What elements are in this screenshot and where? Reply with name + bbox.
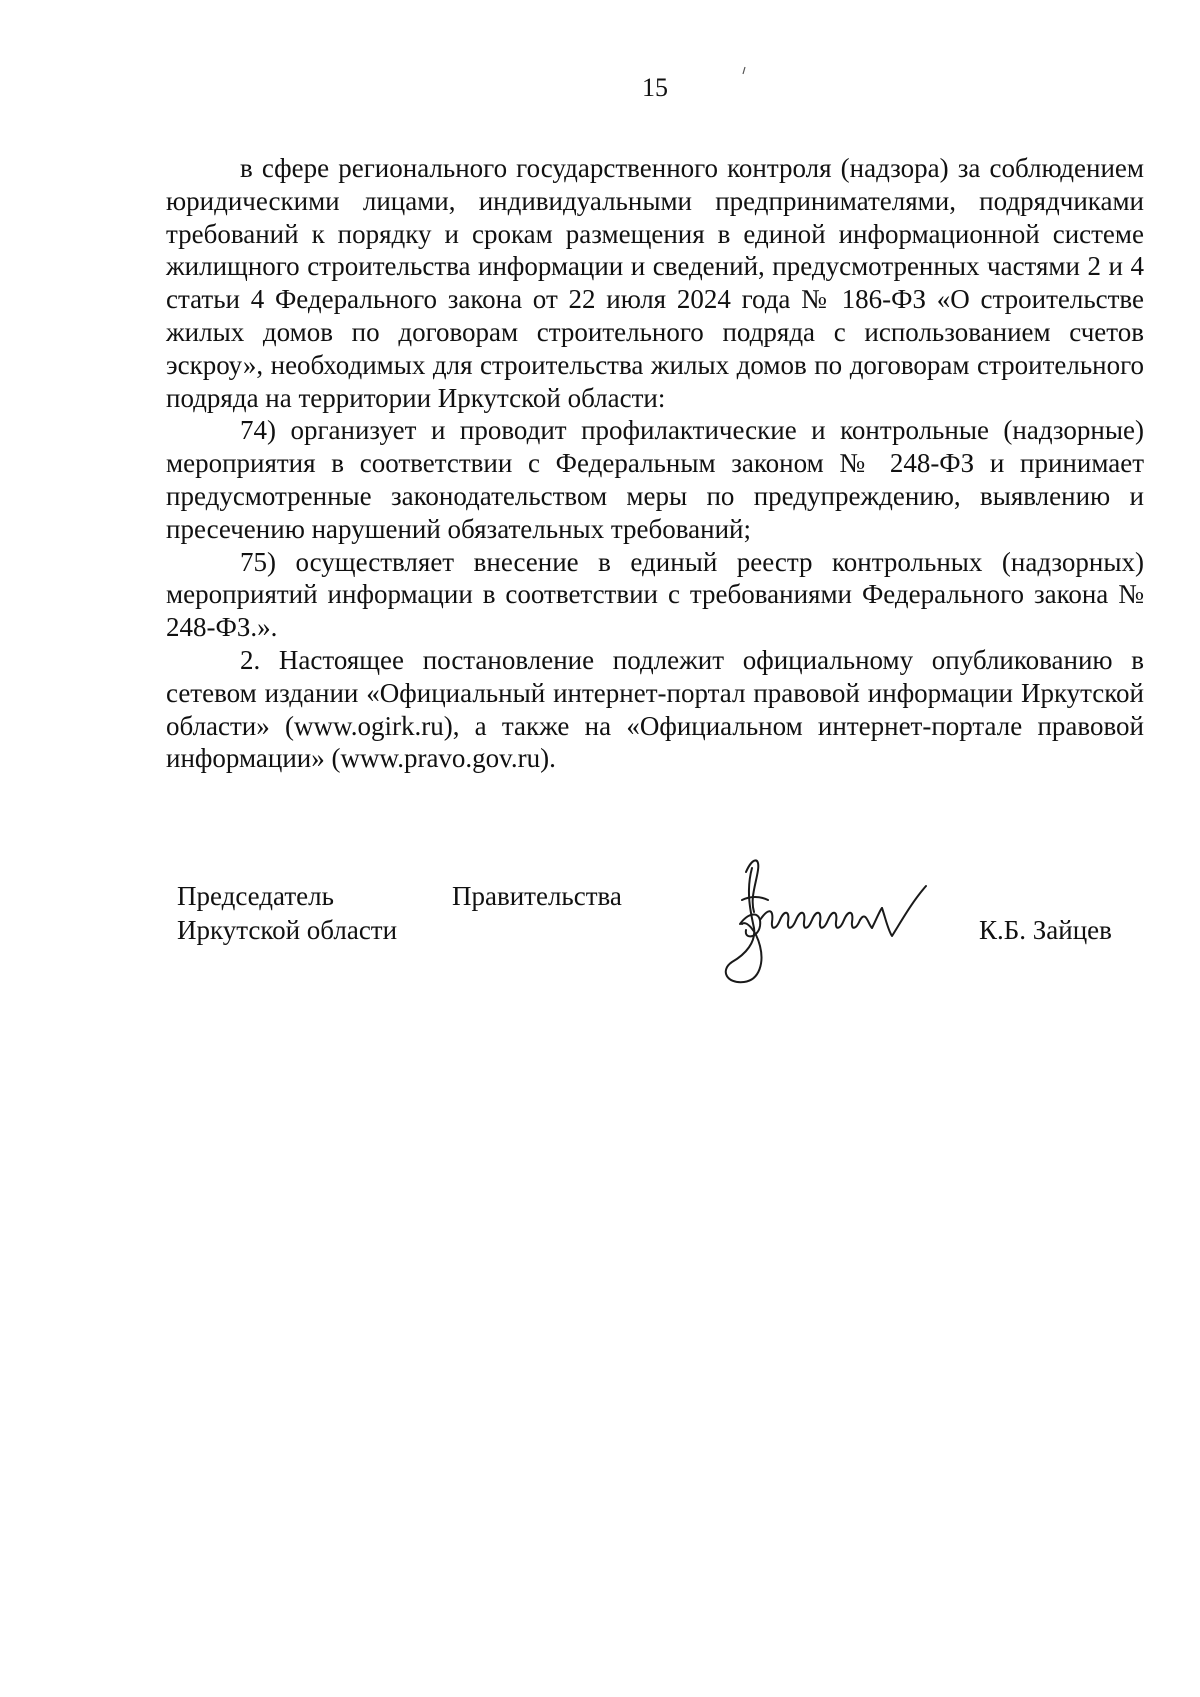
- paragraph-item-74: 74) организует и проводит профилактические и контрольные (надзорные) мероприятия в соответствии с Федеральным законом № 248-ФЗ и принимает предусмотренные законодательством меры по предупреждению, выявлению и пресечению нарушений обязательных требований;: [166, 415, 1144, 544]
- signatory-title-line1: Председатель: [177, 881, 334, 911]
- page-number: 15: [642, 73, 668, 102]
- signatory-title-line2: Иркутской области: [177, 915, 398, 945]
- document-body: [166, 152, 1144, 775]
- paragraph-control-scope: в сфере регионального государственного контроля (надзора) за соблюдением юридическими лицами, индивидуальными предпринимателями, подрядчиками требований к порядку и срокам размещения в единой информационной системе жилищного строительства информации и сведений, предусмотренных частями 2 и 4 статьи 4 Федерального закона от 22 июля 2024 года № 186-ФЗ «О строительстве жилых домов по договорам строительного подряда с использованием счетов эскроу», необходимых для строительства жилых домов по договорам строительного подряда на территории Иркутской области:: [166, 153, 1144, 413]
- scan-mark: [741, 66, 747, 76]
- paragraph-item-75: 75) осуществляет внесение в единый реестр контрольных (надзорных) мероприятий информации в соответствии с требованиями Федерального закона № 248-ФЗ.».: [166, 546, 1144, 643]
- signatory-title-government: Правительства: [452, 881, 622, 911]
- signatory-name: К.Б. Зайцев: [979, 915, 1112, 945]
- paragraph-publication: 2. Настоящее постановление подлежит официальному опубликованию в сетевом издании «Официальный интернет-портал правовой информации Иркутской области» (www.ogirk.ru), а также на «Официальном интернет-портале правовой информации» (www.pravo.gov.ru).: [166, 644, 1144, 774]
- handwritten-signature: [716, 850, 956, 990]
